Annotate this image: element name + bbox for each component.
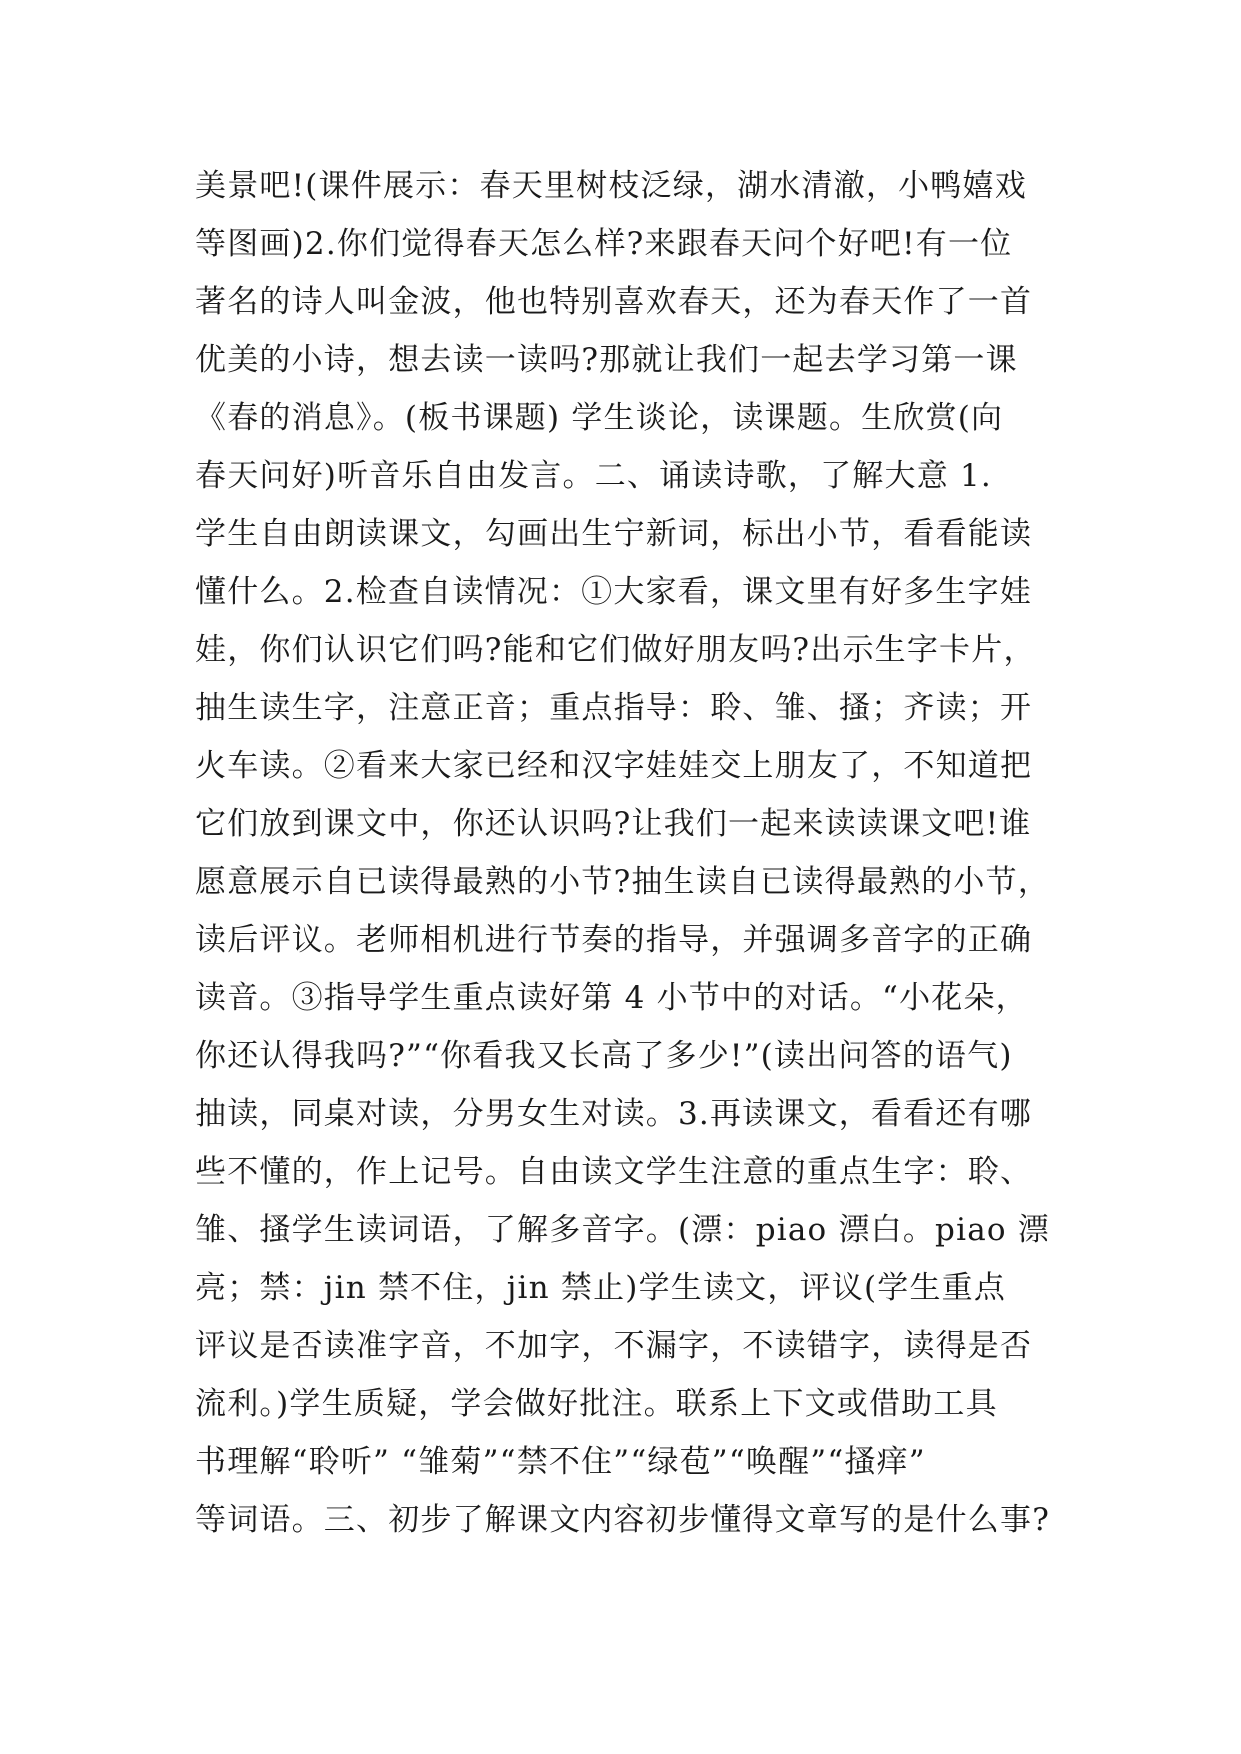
body-text: [195, 157, 1065, 1549]
text-line: 美景吧!(课件展示：春天里树枝泛绿，湖水清澈，小鸭嬉戏: [195, 168, 1027, 204]
text-line: 火车读。②看来大家已经和汉字娃娃交上朋友了，不知道把: [195, 748, 1033, 784]
text-line: 读后评议。老师相机进行节奏的指导，并强调多音字的正确: [195, 922, 1033, 958]
text-line: 懂什么。2.检查自读情况：①大家看，课文里有好多生字娃: [195, 574, 1032, 610]
text-line: 抽生读生字，注意正音；重点指导：聆、雏、搔；齐读；开: [195, 690, 1033, 726]
text-line: 学生自由朗读课文，勾画出生宁新词，标出小节，看看能读: [195, 516, 1033, 552]
text-line: 等图画)2.你们觉得春天怎么样?来跟春天问个好吧!有一位: [195, 226, 1013, 262]
text-line: 流利。)学生质疑，学会做好批注。联系上下文或借助工具: [195, 1386, 998, 1422]
text-line: 它们放到课文中，你还认识吗?让我们一起来读读课文吧!谁: [195, 806, 1032, 842]
text-line: 雏、搔学生读词语，了解多音字。(漂：piao 漂白。piao 漂: [195, 1212, 1051, 1248]
text-line: 评议是否读准字音，不加字，不漏字，不读错字，读得是否: [195, 1328, 1033, 1364]
text-line: 些不懂的，作上记号。自由读文学生注意的重点生字：聆、: [195, 1154, 1033, 1190]
text-line: 优美的小诗，想去读一读吗?那就让我们一起去学习第一课: [195, 342, 1018, 378]
text-line: 娃，你们认识它们吗?能和它们做好朋友吗?出示生字卡片，: [195, 632, 1036, 668]
text-line: 书理解“聆听” “雏菊”“禁不住”“绿苞”“唤醒”“搔痒”: [195, 1444, 926, 1480]
text-line: 等词语。三、初步了解课文内容初步懂得文章写的是什么事?: [195, 1502, 1051, 1538]
text-line: 抽读，同桌对读，分男女生对读。3.再读课文，看看还有哪: [195, 1096, 1032, 1132]
text-line: 愿意展示自已读得最熟的小节?抽生读自已读得最熟的小节，: [195, 864, 1051, 900]
text-line: 亮；禁：jin 禁不住，jin 禁止)学生读文，评议(学生重点: [195, 1270, 1007, 1306]
text-line: 《春的消息》。(板书课题) 学生谈论，读课题。生欣赏(向: [195, 400, 1004, 436]
text-line: 春天问好)听音乐自由发言。二、诵读诗歌，了解大意 1.: [195, 458, 992, 494]
text-line: 读音。③指导学生重点读好第 4 小节中的对话。“小花朵，: [195, 980, 1028, 1016]
text-line: 著名的诗人叫金波，他也特别喜欢春天，还为春天作了一首: [195, 284, 1033, 320]
text-line: 你还认得我吗?”“你看我又长高了多少!”(读出问答的语气): [195, 1038, 1013, 1074]
